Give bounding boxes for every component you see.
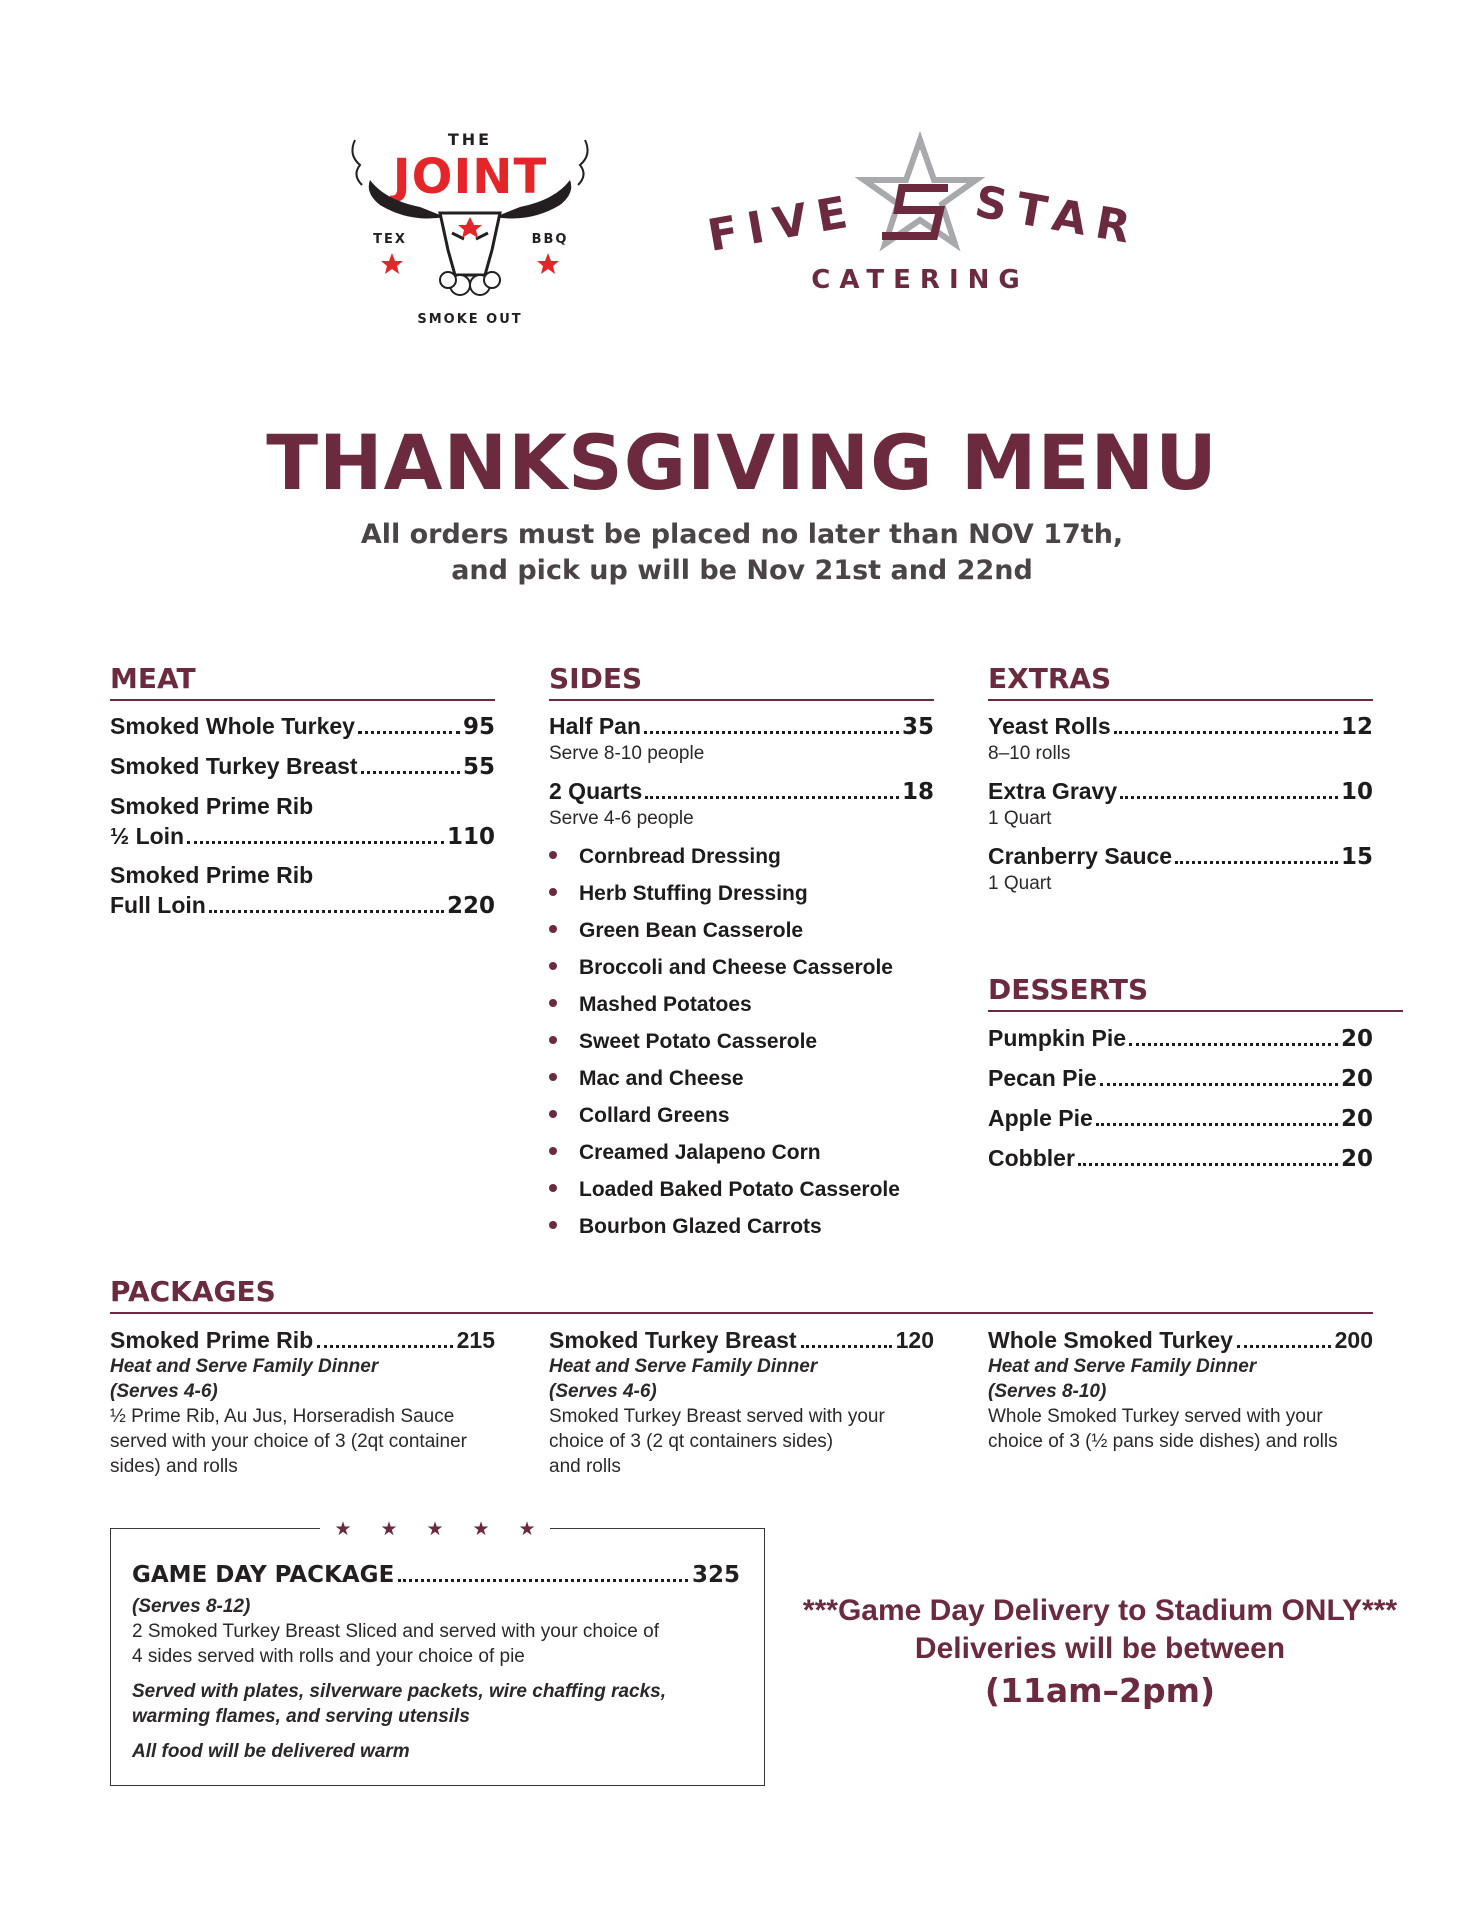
list-item: Cornbread Dressing	[549, 838, 900, 875]
list-item: Loaded Baked Potato Casserole	[549, 1171, 900, 1208]
menu-item	[988, 843, 1373, 870]
menu-item	[110, 713, 495, 740]
item-name: Cranberry Sauce	[988, 843, 1173, 869]
meat-heading: MEAT	[110, 662, 495, 701]
item-name: Pecan Pie	[988, 1065, 1097, 1091]
package-title: Whole Smoked Turkey 200	[988, 1327, 1373, 1353]
star-icon: ★	[426, 1518, 444, 1540]
package-desc: ½ Prime Rib, Au Jus, Horseradish Sauce	[110, 1406, 455, 1427]
svg-text:CATERING: CATERING	[811, 265, 1029, 295]
item-name: Cobbler	[988, 1145, 1075, 1171]
menu-item	[988, 778, 1373, 805]
star-icon: ★	[334, 1518, 352, 1540]
package-serves: (Serves 4-6)	[549, 1381, 657, 1402]
extras-heading: EXTRAS	[988, 662, 1373, 701]
item-price: 95	[462, 714, 495, 740]
game-day-desc: 2 Smoked Turkey Breast Sliced and served with your choice of	[132, 1621, 659, 1642]
svg-text:JOINT: JOINT	[392, 149, 548, 205]
item-price: 110	[446, 824, 495, 850]
item-name-line: Smoked Prime Rib	[110, 793, 314, 819]
item-name: Pumpkin Pie	[988, 1025, 1127, 1051]
delivery-time: (11am–2pm)	[984, 1671, 1216, 1710]
item-price: 20	[1340, 1026, 1373, 1052]
game-day-desc: 4 sides served with rolls and your choice of pie	[132, 1646, 525, 1667]
game-day-price: 325	[691, 1562, 740, 1588]
list-item: Mashed Potatoes	[549, 986, 900, 1023]
package-desc: choice of 3 (2 qt containers sides)	[549, 1431, 834, 1452]
delivery-note	[790, 1592, 1410, 1714]
packages-heading: PACKAGES	[110, 1275, 1373, 1314]
item-name: ½ Loin	[110, 823, 185, 849]
star-icon: ★	[518, 1518, 536, 1540]
package-whole-turkey	[988, 1327, 1373, 1454]
menu-item	[988, 1025, 1373, 1052]
item-note: Serve 4-6 people	[549, 808, 694, 829]
svg-text:THE: THE	[447, 130, 493, 149]
game-day-extras: warming flames, and serving utensils	[132, 1706, 470, 1727]
svg-text:BBQ: BBQ	[531, 232, 569, 247]
package-subtitle: Heat and Serve Family Dinner	[549, 1356, 818, 1377]
package-desc: served with your choice of 3 (2qt container	[110, 1431, 467, 1452]
subtitle-line-2: and pick up will be Nov 21st and 22nd	[451, 555, 1033, 586]
item-price: 20	[1340, 1146, 1373, 1172]
list-item: Collard Greens	[549, 1097, 900, 1134]
list-item: Herb Stuffing Dressing	[549, 875, 900, 912]
item-price: 15	[1340, 844, 1373, 870]
package-price: 200	[1334, 1327, 1373, 1353]
package-prime-rib	[110, 1327, 495, 1479]
game-day-serves: (Serves 8-12)	[132, 1596, 251, 1617]
package-price: 215	[456, 1327, 495, 1353]
package-desc: Whole Smoked Turkey served with your	[988, 1406, 1323, 1427]
item-price: 12	[1340, 714, 1373, 740]
package-price: 120	[895, 1327, 934, 1353]
item-name: 2 Quarts	[549, 778, 643, 804]
delivery-line-2: Deliveries will be between	[914, 1632, 1286, 1665]
item-name: Smoked Whole Turkey	[110, 713, 355, 739]
package-desc: sides) and rolls	[110, 1456, 238, 1477]
package-title: Smoked Turkey Breast 120	[549, 1327, 934, 1353]
package-desc: and rolls	[549, 1456, 621, 1477]
page-title: THANKSGIVING MENU	[266, 418, 1218, 507]
item-note: Serve 8-10 people	[549, 743, 705, 764]
menu-item	[110, 753, 495, 780]
item-price: 35	[901, 714, 934, 740]
menu-item	[110, 892, 495, 919]
list-item: Creamed Jalapeno Corn	[549, 1134, 900, 1171]
item-price: 20	[1340, 1066, 1373, 1092]
package-desc: Smoked Turkey Breast served with your	[549, 1406, 885, 1427]
list-item: Broccoli and Cheese Casserole	[549, 949, 900, 986]
game-day-title: GAME DAY PACKAGE 325	[132, 1562, 740, 1588]
stars-divider	[320, 1516, 550, 1542]
item-name: Half Pan	[549, 713, 642, 739]
star-icon: ★	[380, 1518, 398, 1540]
menu-item	[988, 1105, 1373, 1132]
side-dish-list	[549, 838, 900, 1245]
package-turkey-breast	[549, 1327, 934, 1479]
item-price: 10	[1340, 779, 1373, 805]
svg-text:STAR: STAR	[971, 176, 1144, 256]
list-item: Green Bean Casserole	[549, 912, 900, 949]
game-day-extras: Served with plates, silverware packets, wire chaffing racks,	[132, 1681, 667, 1702]
package-title: Smoked Prime Rib 215	[110, 1327, 495, 1353]
five-star-catering-logo	[690, 130, 1150, 305]
package-subtitle: Heat and Serve Family Dinner	[110, 1356, 379, 1377]
desserts-heading: DESSERTS	[988, 973, 1403, 1012]
menu-item	[988, 1145, 1373, 1172]
sides-heading: SIDES	[549, 662, 934, 701]
svg-text:FIVE: FIVE	[703, 185, 862, 262]
game-day-warm: All food will be delivered warm	[132, 1741, 410, 1762]
list-item: Bourbon Glazed Carrots	[549, 1208, 900, 1245]
item-name: Apple Pie	[988, 1105, 1093, 1131]
svg-text:SMOKE OUT: SMOKE OUT	[417, 312, 523, 327]
star-icon: ★	[472, 1518, 490, 1540]
item-price: 55	[462, 754, 495, 780]
item-price: 220	[446, 893, 495, 919]
menu-item	[988, 713, 1373, 740]
item-name: Yeast Rolls	[988, 713, 1111, 739]
menu-item	[110, 823, 495, 850]
item-note: 8–10 rolls	[988, 743, 1071, 764]
the-joint-logo	[340, 125, 600, 335]
menu-item	[549, 778, 934, 805]
item-name: Smoked Turkey Breast	[110, 753, 358, 779]
item-name: Extra Gravy	[988, 778, 1118, 804]
item-name: Full Loin	[110, 892, 206, 918]
package-desc: choice of 3 (½ pans side dishes) and rolls	[988, 1431, 1338, 1452]
package-subtitle: Heat and Serve Family Dinner	[988, 1356, 1257, 1377]
item-price: 20	[1340, 1106, 1373, 1132]
list-item: Sweet Potato Casserole	[549, 1023, 900, 1060]
package-serves: (Serves 8-10)	[988, 1381, 1107, 1402]
menu-item	[549, 713, 934, 740]
item-note: 1 Quart	[988, 808, 1052, 829]
subtitle-line-1: All orders must be placed no later than NOV 17th,	[360, 519, 1124, 550]
item-note: 1 Quart	[988, 873, 1052, 894]
order-deadline	[0, 517, 1484, 589]
item-name-line: Smoked Prime Rib	[110, 862, 314, 888]
delivery-line-1: ***Game Day Delivery to Stadium ONLY***	[802, 1594, 1398, 1627]
menu-item	[988, 1065, 1373, 1092]
list-item: Mac and Cheese	[549, 1060, 900, 1097]
item-price: 18	[901, 779, 934, 805]
svg-text:TEX: TEX	[373, 232, 407, 247]
package-serves: (Serves 4-6)	[110, 1381, 218, 1402]
